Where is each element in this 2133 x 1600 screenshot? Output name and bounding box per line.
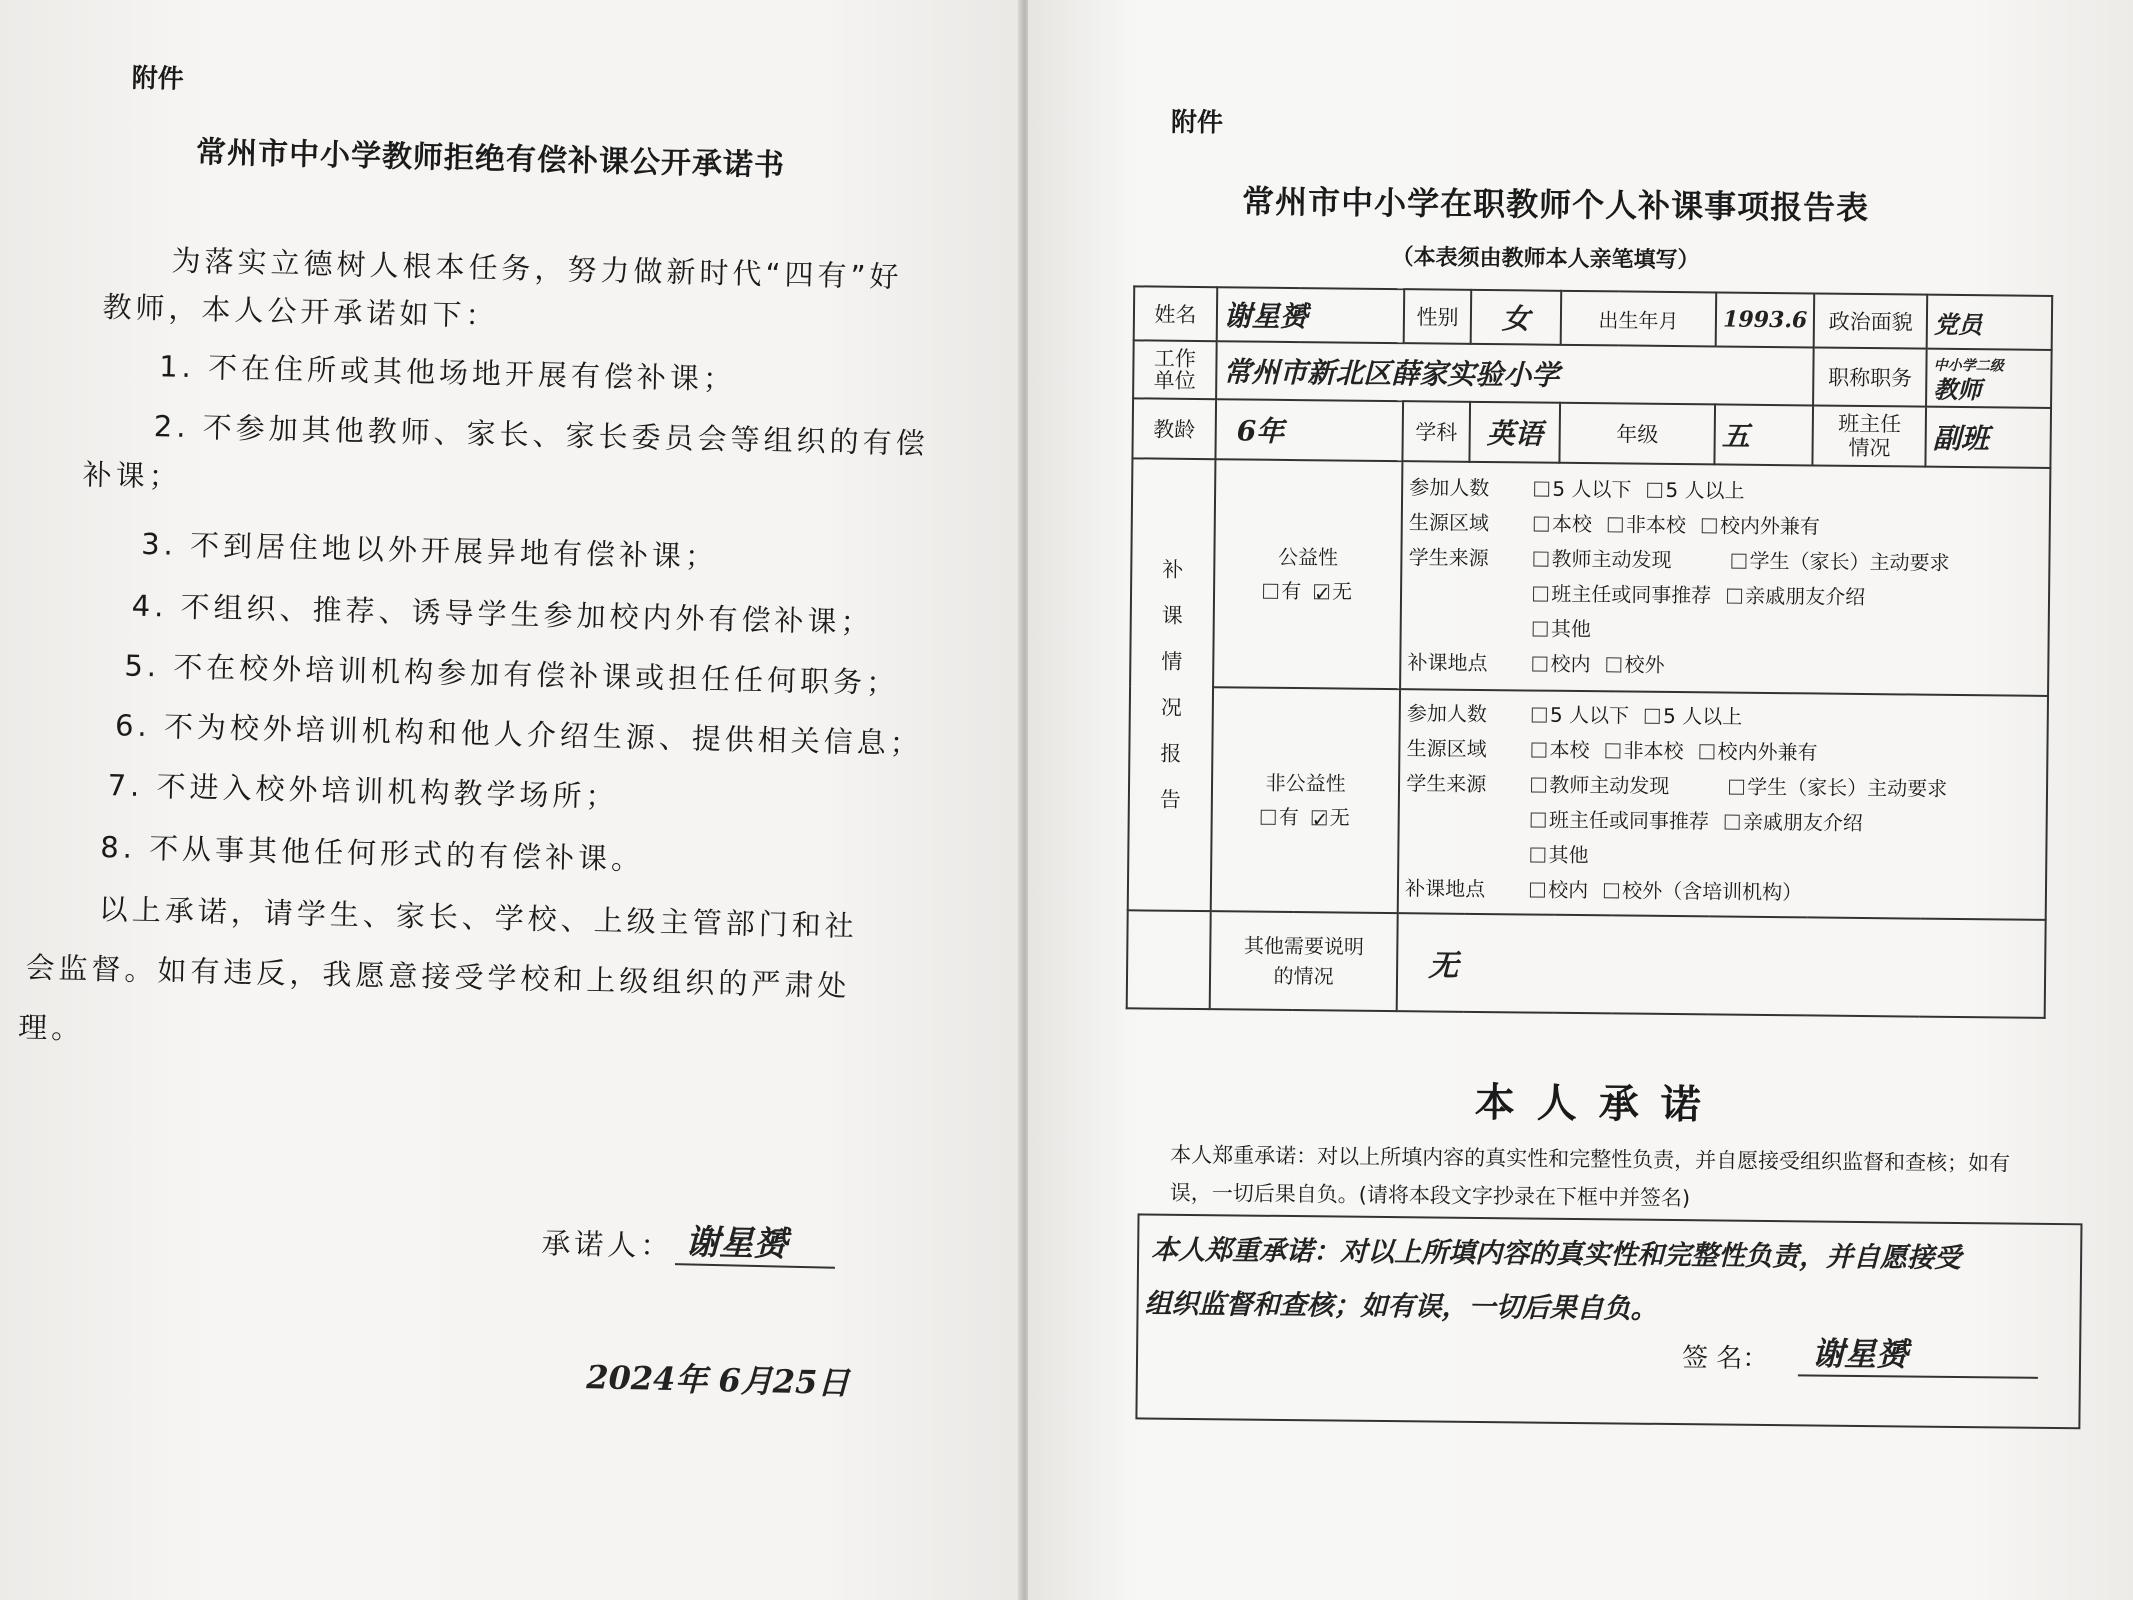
public-yes-label: 有 xyxy=(1281,578,1302,604)
option-checkbox[interactable] xyxy=(1725,815,1740,830)
option-label: 5 人以上 xyxy=(1662,703,1743,729)
birth-value: 1993.6 xyxy=(1716,292,1815,347)
pledge-item-4: 4. 不组织、推荐、诱导学生参加校内外有偿补课； xyxy=(131,588,874,640)
other-notes-value: 无 xyxy=(1397,913,2046,1018)
other-notes-label-line1: 其他需要说明 xyxy=(1243,933,1365,959)
handwritten-promise-line2: 组织监督和查核；如有误，一切后果自负。 xyxy=(1144,1288,1658,1325)
option-checkbox[interactable] xyxy=(1531,813,1546,828)
row-key: 生源区域 xyxy=(1406,736,1487,762)
option-label: 本校 xyxy=(1551,511,1593,537)
option-checkbox[interactable] xyxy=(1530,848,1545,863)
attachment-label: 附件 xyxy=(131,63,185,95)
pledge-item-8: 8. 不从事其他任何形式的有偿补课。 xyxy=(99,829,645,877)
row-key: 参加人数 xyxy=(1406,701,1488,727)
subject-label: 学科 xyxy=(1403,401,1470,462)
option-checkbox[interactable] xyxy=(1608,517,1623,532)
right-page-content xyxy=(1028,0,2133,1600)
option-label: 班主任或同事推荐 xyxy=(1551,581,1712,608)
option-label: 亲戚朋友介绍 xyxy=(1745,583,1866,610)
promise-text: 本人郑重承诺：对以上所填内容的真实性和完整性负责，并自愿接受组织监督和查核；如有误，一切后果自负。(请将本段文字抄录在下框中并签名) xyxy=(1169,1142,2011,1211)
option-label: 校外 xyxy=(1624,652,1665,677)
pledge-item-2: 2. 不参加其他教师、家长、家长委员会等组织的有偿 xyxy=(153,409,929,461)
option-label: 其他 xyxy=(1548,842,1589,868)
gender-value: 女 xyxy=(1471,290,1562,345)
row-key: 补课地点 xyxy=(1407,650,1488,676)
work-unit-label-line1: 工作 xyxy=(1153,346,1197,371)
pledge-item-7: 7. 不进入校外培训机构教学场所； xyxy=(107,768,619,814)
gender-label: 性别 xyxy=(1404,289,1471,344)
work-unit-label-line2: 单位 xyxy=(1153,368,1196,393)
row-key: 补课地点 xyxy=(1405,876,1486,902)
option-label: 校内外兼有 xyxy=(1717,739,1818,765)
option-label: 校内外兼有 xyxy=(1719,513,1821,539)
promise-title: 本人承诺 xyxy=(1474,1079,1723,1129)
teaching-years-value: 6年 xyxy=(1215,399,1403,461)
head-teacher-label xyxy=(1813,405,1926,466)
grade-value: 五 xyxy=(1715,404,1814,465)
pledge-closing-line1: 以上承诺，请学生、家长、学校、上级主管部门和社 xyxy=(98,891,859,944)
side-blank xyxy=(1127,910,1211,1009)
option-checkbox[interactable] xyxy=(1645,709,1660,724)
head-teacher-value: 副班 xyxy=(1926,407,2051,468)
politics-label: 政治面貌 xyxy=(1814,293,1927,348)
subject-value: 英语 xyxy=(1469,402,1560,463)
public-row-location xyxy=(1407,645,2041,687)
report-subtitle: （本表须由教师本人亲笔填写） xyxy=(1391,245,1700,274)
pledge-closing-line3: 理。 xyxy=(17,1010,85,1046)
work-unit-label xyxy=(1133,340,1217,399)
nonpublic-no-label: 无 xyxy=(1329,805,1350,830)
left-page-content xyxy=(0,0,1024,1600)
row-key: 参加人数 xyxy=(1409,475,1490,501)
option-label: 教师主动发现 xyxy=(1549,772,1670,798)
nonpublic-row-location xyxy=(1405,871,2039,913)
option-label: 其他 xyxy=(1550,616,1592,642)
left-page xyxy=(0,0,1024,1600)
public-no-checkbox[interactable] xyxy=(1314,584,1329,599)
option-checkbox[interactable] xyxy=(1647,483,1662,498)
option-checkbox[interactable] xyxy=(1533,587,1548,602)
public-welfare-cell xyxy=(1213,459,1403,689)
side-char: 告 xyxy=(1159,787,1181,812)
option-checkbox[interactable] xyxy=(1729,780,1744,795)
promiser-label: 承诺人： xyxy=(541,1226,674,1264)
side-char: 报 xyxy=(1160,741,1182,766)
option-label: 校内 xyxy=(1548,877,1589,903)
grade-label: 年级 xyxy=(1559,403,1715,465)
name-value: 谢星赟 xyxy=(1217,287,1405,343)
option-checkbox[interactable] xyxy=(1606,657,1621,672)
attachment-label: 附件 xyxy=(1170,107,1224,139)
option-checkbox[interactable] xyxy=(1530,883,1545,898)
option-label: 非本校 xyxy=(1623,738,1684,764)
signature-label: 签 名： xyxy=(1681,1343,1769,1375)
option-checkbox[interactable] xyxy=(1532,708,1547,723)
option-label: 教师主动发现 xyxy=(1551,546,1672,572)
option-label: 5 人以上 xyxy=(1665,477,1745,503)
title-value-line2: 教师 xyxy=(1933,374,1982,405)
title-value-line1: 中小学二级 xyxy=(1933,357,2004,375)
side-char: 况 xyxy=(1160,695,1182,720)
nonpublic-options xyxy=(1398,689,2048,920)
pledge-intro-line2: 教师，本人公开承诺如下： xyxy=(102,289,499,333)
politics-value: 党员 xyxy=(1927,295,2052,350)
option-label: 学生（家长）主动要求 xyxy=(1749,548,1950,575)
other-notes-label xyxy=(1210,911,1398,1011)
option-checkbox[interactable] xyxy=(1534,552,1549,567)
pledge-item-2-cont: 补课； xyxy=(82,457,183,494)
pledge-closing-line2: 会监督。如有违反，我愿意接受学校和上级组织的严肃处 xyxy=(25,950,851,1004)
public-options xyxy=(1400,461,2050,696)
non-public-cell xyxy=(1211,687,1401,913)
option-checkbox[interactable] xyxy=(1531,778,1546,793)
handwritten-promise-box xyxy=(1135,1213,2082,1429)
option-label: 班主任或同事推荐 xyxy=(1548,807,1710,834)
signature-value: 谢星赟 xyxy=(1798,1328,2038,1379)
option-label: 亲戚朋友介绍 xyxy=(1742,809,1864,835)
pledge-title: 常州市中小学教师拒绝有偿补课公开承诺书 xyxy=(195,134,786,184)
report-table xyxy=(1126,285,2054,1019)
pledge-intro-line1: 为落实立德树人根本任务，努力做新时代“四有”好 xyxy=(171,243,903,295)
option-checkbox[interactable] xyxy=(1532,657,1547,672)
option-checkbox[interactable] xyxy=(1534,482,1549,497)
option-label: 非本校 xyxy=(1625,512,1687,538)
name-label: 姓名 xyxy=(1134,286,1218,341)
option-checkbox[interactable] xyxy=(1727,589,1742,604)
pledge-item-1: 1. 不在住所或其他场地开展有偿补课； xyxy=(158,349,737,397)
row-key: 学生来源 xyxy=(1408,545,1489,571)
option-label: 校外（含培训机构） xyxy=(1622,878,1803,905)
option-checkbox[interactable] xyxy=(1732,554,1747,569)
option-checkbox[interactable] xyxy=(1606,743,1621,758)
tutoring-report-side-label xyxy=(1128,458,1216,911)
option-label: 本校 xyxy=(1549,737,1590,763)
nonpublic-yes-label: 有 xyxy=(1278,804,1300,830)
non-public-label: 非公益性 xyxy=(1265,770,1346,796)
public-yes-checkbox[interactable] xyxy=(1263,584,1278,599)
promiser-signature: 谢星赟 xyxy=(675,1214,836,1269)
option-checkbox[interactable] xyxy=(1533,622,1548,637)
option-label: 5 人以下 xyxy=(1552,476,1632,502)
row-key: 学生来源 xyxy=(1406,771,1487,797)
pledge-date: 2024年 6月25日 xyxy=(585,1358,850,1403)
option-label: 校内 xyxy=(1550,651,1591,677)
handwritten-promise-line1: 本人郑重承诺：对以上所填内容的真实性和完整性负责，并自愿接受 xyxy=(1151,1234,1962,1275)
report-title: 常州市中小学在职教师个人补课事项报告表 xyxy=(1241,182,1870,228)
teaching-years-label: 教龄 xyxy=(1132,398,1216,459)
birth-label: 出生年月 xyxy=(1561,291,1717,347)
option-label: 学生（家长）主动要求 xyxy=(1747,774,1948,801)
pledge-item-6: 6. 不为校外培训机构和他人介绍生源、提供相关信息； xyxy=(114,708,924,761)
pledge-item-3: 3. 不到居住地以外开展异地有偿补课； xyxy=(140,526,719,574)
option-checkbox[interactable] xyxy=(1532,743,1547,758)
public-no-label: 无 xyxy=(1331,579,1353,604)
pledge-item-5: 5. 不在校外培训机构参加有偿补课或担任任何职务； xyxy=(124,648,900,701)
nonpublic-yes-checkbox[interactable] xyxy=(1261,810,1276,825)
side-char: 课 xyxy=(1161,603,1183,628)
row-key: 生源区域 xyxy=(1408,510,1490,536)
head-teacher-label-line1: 班主任 xyxy=(1838,411,1902,437)
side-char: 补 xyxy=(1162,557,1184,582)
other-notes-label-line2: 的情况 xyxy=(1273,963,1334,989)
option-checkbox[interactable] xyxy=(1702,518,1717,533)
option-checkbox[interactable] xyxy=(1534,517,1549,532)
right-page xyxy=(1028,0,2133,1600)
title-label: 职称职务 xyxy=(1813,347,1926,406)
nonpublic-no-checkbox[interactable] xyxy=(1312,810,1327,825)
public-welfare-label: 公益性 xyxy=(1277,544,1339,570)
work-unit-value: 常州市新北区薛家实验小学 xyxy=(1216,341,1814,405)
option-label: 5 人以下 xyxy=(1549,702,1630,728)
option-checkbox[interactable] xyxy=(1700,744,1715,759)
option-checkbox[interactable] xyxy=(1604,883,1619,898)
title-value xyxy=(1926,349,2051,408)
side-char: 情 xyxy=(1161,649,1183,674)
head-teacher-label-line2: 情况 xyxy=(1848,435,1891,461)
